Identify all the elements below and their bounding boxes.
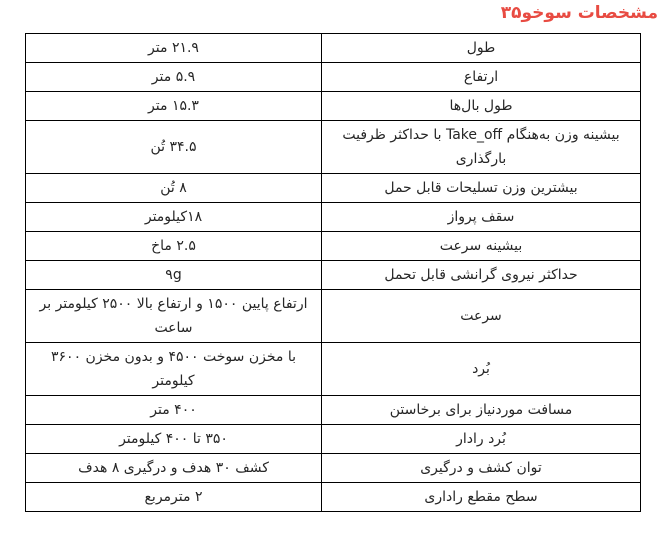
table-row [26,261,641,290]
table-row [26,454,641,483]
table-row [26,425,641,454]
table-row [26,203,641,232]
spec-label-cell: سطح مقطع راداری [322,483,641,512]
spec-label-cell: بیشترین وزن تسلیحات قابل حمل [322,174,641,203]
spec-value-cell: کشف ۳۰ هدف و درگیری ۸ هدف [26,454,322,483]
spec-value-cell: ۱۵.۳ متر [26,92,322,121]
spec-value-cell: ۲ مترمربع [26,483,322,512]
spec-value-cell: با مخزن سوخت ۴۵۰۰ و بدون مخزن ۳۶۰۰ کیلومتر [26,343,322,396]
table-row [26,121,641,174]
table-row [26,483,641,512]
table-row [26,290,641,343]
spec-value-cell: ۸ تُن [26,174,322,203]
spec-label-cell: بُرد [322,343,641,396]
spec-value-cell: ارتفاع پایین ۱۵۰۰ و ارتفاع بالا ۲۵۰۰ کیلومتر بر ساعت [26,290,322,343]
spec-value-cell: ۳۴.۵ تُن [26,121,322,174]
spec-value-cell: ۲۱.۹ متر [26,34,322,63]
spec-value-cell: ۹g [26,261,322,290]
table-row [26,63,641,92]
spec-label-cell: بیشینه سرعت [322,232,641,261]
spec-label-cell: سرعت [322,290,641,343]
specs-table [25,33,641,512]
table-row [26,396,641,425]
spec-value-cell: ۵.۹ متر [26,63,322,92]
spec-label-cell: بُرد رادار [322,425,641,454]
spec-label-cell: بیشینه وزن به‌هنگام Take_off با حداکثر ظرفیت بارگذاری [322,121,641,174]
spec-value-cell: ۴۰۰ متر [26,396,322,425]
table-row [26,34,641,63]
spec-value-cell: ۳۵۰ تا ۴۰۰ کیلومتر [26,425,322,454]
spec-label-cell: سقف پرواز [322,203,641,232]
spec-label-cell: حداکثر نیروی گرانشی قابل تحمل [322,261,641,290]
page-title: مشخصات سوخو۳۵ [500,3,658,23]
table-row [26,174,641,203]
spec-label-cell: ارتفاع [322,63,641,92]
spec-value-cell: ۲.۵ ماخ [26,232,322,261]
spec-label-cell: توان کشف و درگیری [322,454,641,483]
spec-label-cell: طول بال‌ها [322,92,641,121]
table-row [26,343,641,396]
spec-label-cell: طول [322,34,641,63]
table-row [26,232,641,261]
spec-value-cell: ۱۸کیلومتر [26,203,322,232]
table-row [26,92,641,121]
spec-label-cell: مسافت موردنیاز برای برخاستن [322,396,641,425]
